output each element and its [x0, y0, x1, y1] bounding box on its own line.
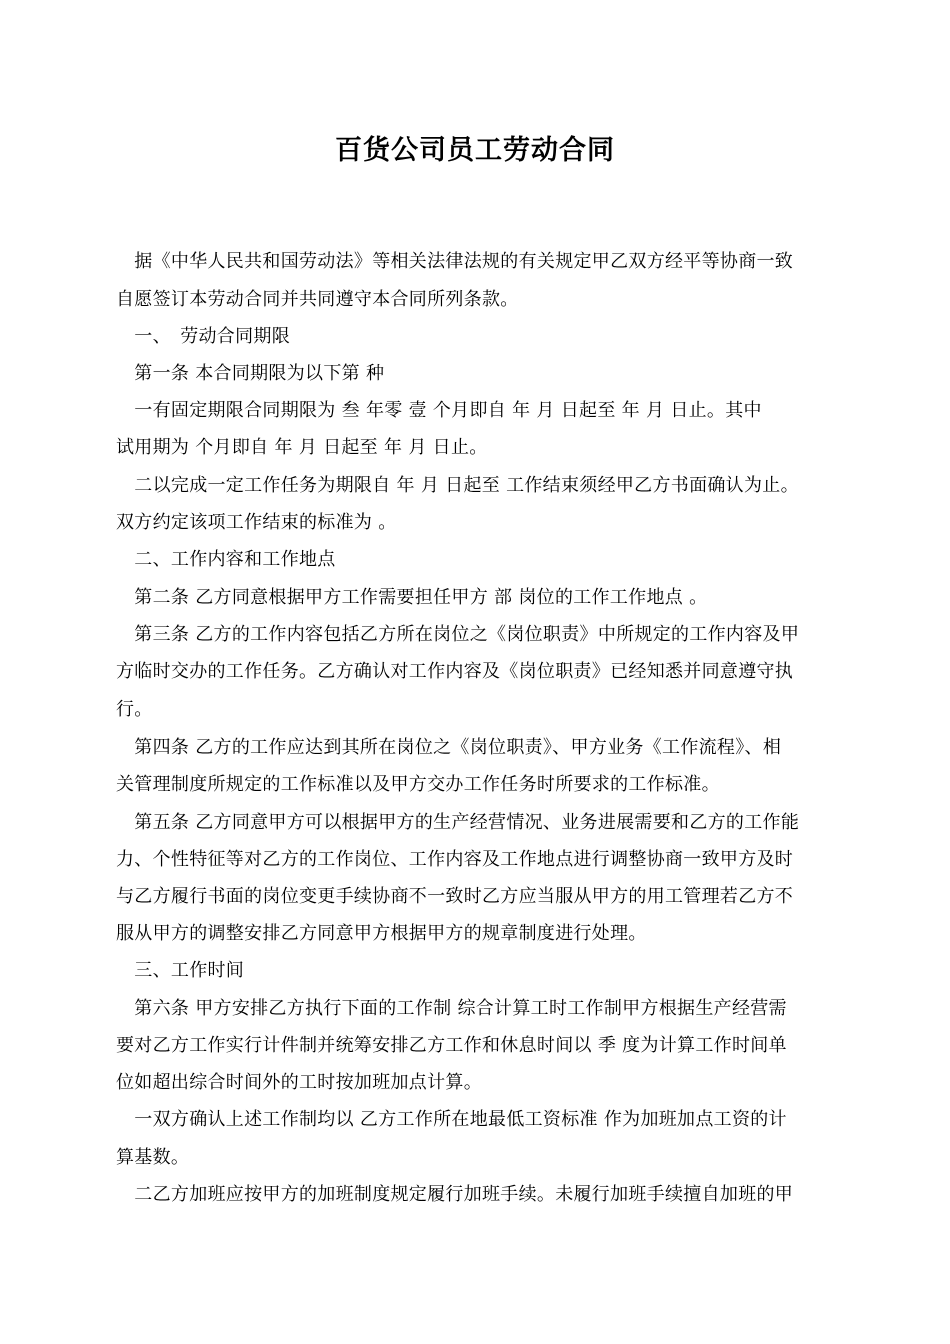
text-line: 试用期为 个月即自 年 月 日起至 年 月 日止。 — [116, 437, 488, 458]
text-line: 第六条 甲方安排乙方执行下面的工作制 综合计算工时工作制甲方根据生产经营需 — [116, 998, 787, 1019]
section-heading: 一、 劳动合同期限 — [116, 326, 290, 347]
text-line: 与乙方履行书面的岗位变更手续协商不一致时乙方应当服从甲方的用工管理若乙方不 — [116, 886, 794, 907]
section-heading: 三、工作时间 — [116, 960, 245, 981]
text-line: 二乙方加班应按甲方的加班制度规定履行加班手续。未履行加班手续擅自加班的甲 — [116, 1184, 794, 1205]
text-line: 自愿签订本劳动合同并共同遵守本合同所列条款。 — [116, 289, 519, 310]
text-line: 服从甲方的调整安排乙方同意甲方根据甲方的规章制度进行处理。 — [116, 923, 647, 944]
text-line: 要对乙方工作实行计件制并统筹安排乙方工作和休息时间以 季 度为计算工作时间单 — [116, 1035, 787, 1056]
text-line: 一双方确认上述工作制均以 乙方工作所在地最低工资标准 作为加班加点工资的计 — [116, 1109, 787, 1130]
page-title: 百货公司员工劳动合同 — [335, 135, 615, 166]
text-line: 力、个性特征等对乙方的工作岗位、工作内容及工作地点进行调整协商一致甲方及时 — [116, 849, 794, 870]
text-line: 第四条 乙方的工作应达到其所在岗位之《岗位职责》、甲方业务《工作流程》、相 — [116, 737, 782, 758]
text-line: 第三条 乙方的工作内容包括乙方所在岗位之《岗位职责》中所规定的工作内容及甲 — [116, 624, 800, 645]
text-line: 位如超出综合时间外的工时按加班加点计算。 — [116, 1072, 482, 1093]
text-line: 第一条 本合同期限为以下第 种 — [116, 363, 385, 384]
text-line: 二以完成一定工作任务为期限自 年 月 日起至 工作结束须经甲乙方书面确认为止。 — [116, 475, 799, 496]
text-line: 一有固定期限合同期限为 叁 年零 壹 个月即自 年 月 日起至 年 月 日止。其中 — [116, 400, 762, 421]
text-line: 第五条 乙方同意甲方可以根据甲方的生产经营情况、业务进展需要和乙方的工作能 — [116, 812, 800, 833]
text-line: 第二条 乙方同意根据甲方工作需要担任甲方 部 岗位的工作工作地点 。 — [116, 587, 708, 608]
text-line: 方临时交办的工作任务。乙方确认对工作内容及《岗位职责》已经知悉并同意遵守执 — [116, 661, 794, 682]
text-line: 关管理制度所规定的工作标准以及甲方交办工作任务时所要求的工作标准。 — [116, 774, 720, 795]
text-line: 算基数。 — [116, 1147, 190, 1168]
text-line: 双方约定该项工作结束的标准为 。 — [116, 512, 397, 533]
text-line: 据《中华人民共和国劳动法》等相关法律法规的有关规定甲乙双方经平等协商一致 — [116, 251, 794, 272]
text-line: 行。 — [116, 699, 153, 720]
section-heading: 二、工作内容和工作地点 — [116, 549, 336, 570]
